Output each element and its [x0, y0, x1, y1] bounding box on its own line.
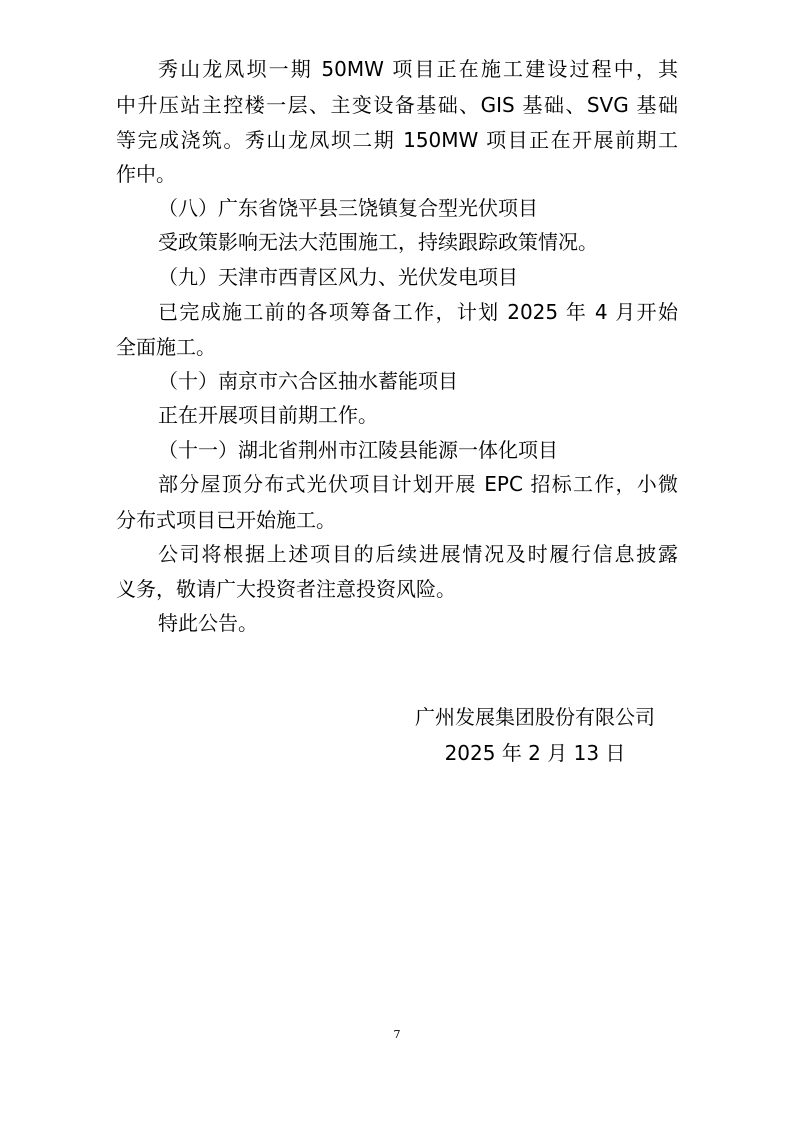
- paragraph-line: 中升压站主控楼一层、主变设备基础、GIS 基础、SVG 基础: [116, 93, 678, 117]
- paragraph-line: 分布式项目已开始施工。: [116, 508, 336, 532]
- section-heading: （九）天津市西青区风力、光伏发电项目: [158, 265, 518, 289]
- page-number: 7: [393, 1028, 401, 1041]
- paragraph-line: 已完成施工前的各项筹备工作，计划 2025 年 4 月开始: [158, 300, 678, 324]
- paragraph-line: 作中。: [116, 162, 176, 186]
- paragraph-line: 部分屋顶分布式光伏项目计划开展 EPC 招标工作，小微: [158, 472, 678, 496]
- company-name: 广州发展集团股份有限公司: [415, 705, 655, 729]
- signature-date: 2025 年 2 月 13 日: [444, 741, 626, 765]
- paragraph-line: 等完成浇筑。秀山龙凤坝二期 150MW 项目正在开展前期工: [116, 128, 678, 152]
- section-heading: （十）南京市六合区抽水蓄能项目: [158, 369, 458, 393]
- paragraph-line: 公司将根据上述项目的后续进展情况及时履行信息披露: [158, 542, 678, 566]
- paragraph-line: 正在开展项目前期工作。: [158, 403, 378, 427]
- section-heading: （十一）湖北省荆州市江陵县能源一体化项目: [158, 438, 558, 462]
- paragraph-line: 全面施工。: [116, 335, 216, 359]
- section-heading: （八）广东省饶平县三饶镇复合型光伏项目: [158, 196, 538, 220]
- paragraph-line: 受政策影响无法大范围施工，持续跟踪政策情况。: [158, 230, 598, 254]
- paragraph-line: 秀山龙凤坝一期 50MW 项目正在施工建设过程中，其: [158, 57, 678, 81]
- paragraph-line: 义务，敬请广大投资者注意投资风险。: [116, 577, 456, 601]
- notice-text: 特此公告。: [158, 611, 258, 635]
